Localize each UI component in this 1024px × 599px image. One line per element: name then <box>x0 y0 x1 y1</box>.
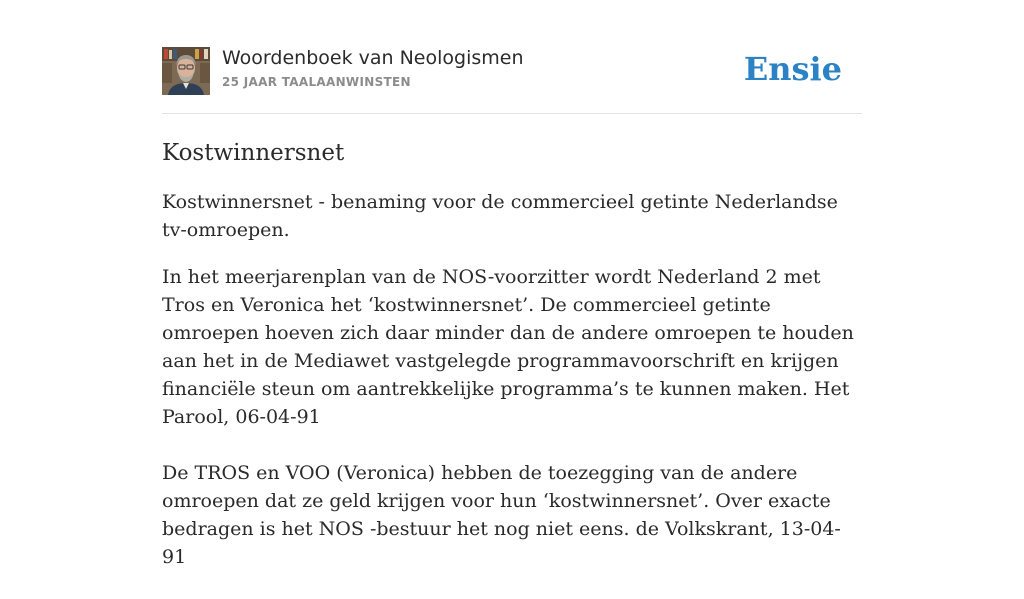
ensie-logo[interactable]: Ensie <box>743 50 842 88</box>
source-subtitle: 25 JAAR TAALAANWINSTEN <box>222 75 411 89</box>
entry-title: Kostwinnersnet <box>162 140 345 166</box>
entry-quote: De TROS en VOO (Veronica) hebben de toezegging van de andere omroepen dat ze geld krijgen voor hun ‘kostwinnersnet’. Over exacte bedragen is het NOS -bestuur het nog niet eens. de Volkskrant, 13-04-91 <box>162 462 841 568</box>
entry-quote: In het meerjarenplan van de NOS-voorzitter wordt Nederland 2 met Tros en Veronica het ‘kostwinnersnet’. De commercieel getinte omroepen hoeven zich daar minder dan de andere omroepen te houden aan het in de Mediawet vastgelegde programmavoorschrift en krijgen financiële steun om aantrekkelijke programma’s te kunnen maken. Het Parool, 06-04-91 <box>162 266 854 428</box>
entry-definition: Kostwinnersnet - benaming voor de commercieel getinte Nederlandse tv-omroepen. <box>162 191 838 241</box>
avatar[interactable] <box>162 47 210 95</box>
header-divider <box>162 113 862 114</box>
author-portrait-icon <box>162 47 210 95</box>
entry-content <box>162 136 862 599</box>
source-title[interactable]: Woordenboek van Neologismen <box>222 47 524 69</box>
source-header <box>162 46 862 96</box>
